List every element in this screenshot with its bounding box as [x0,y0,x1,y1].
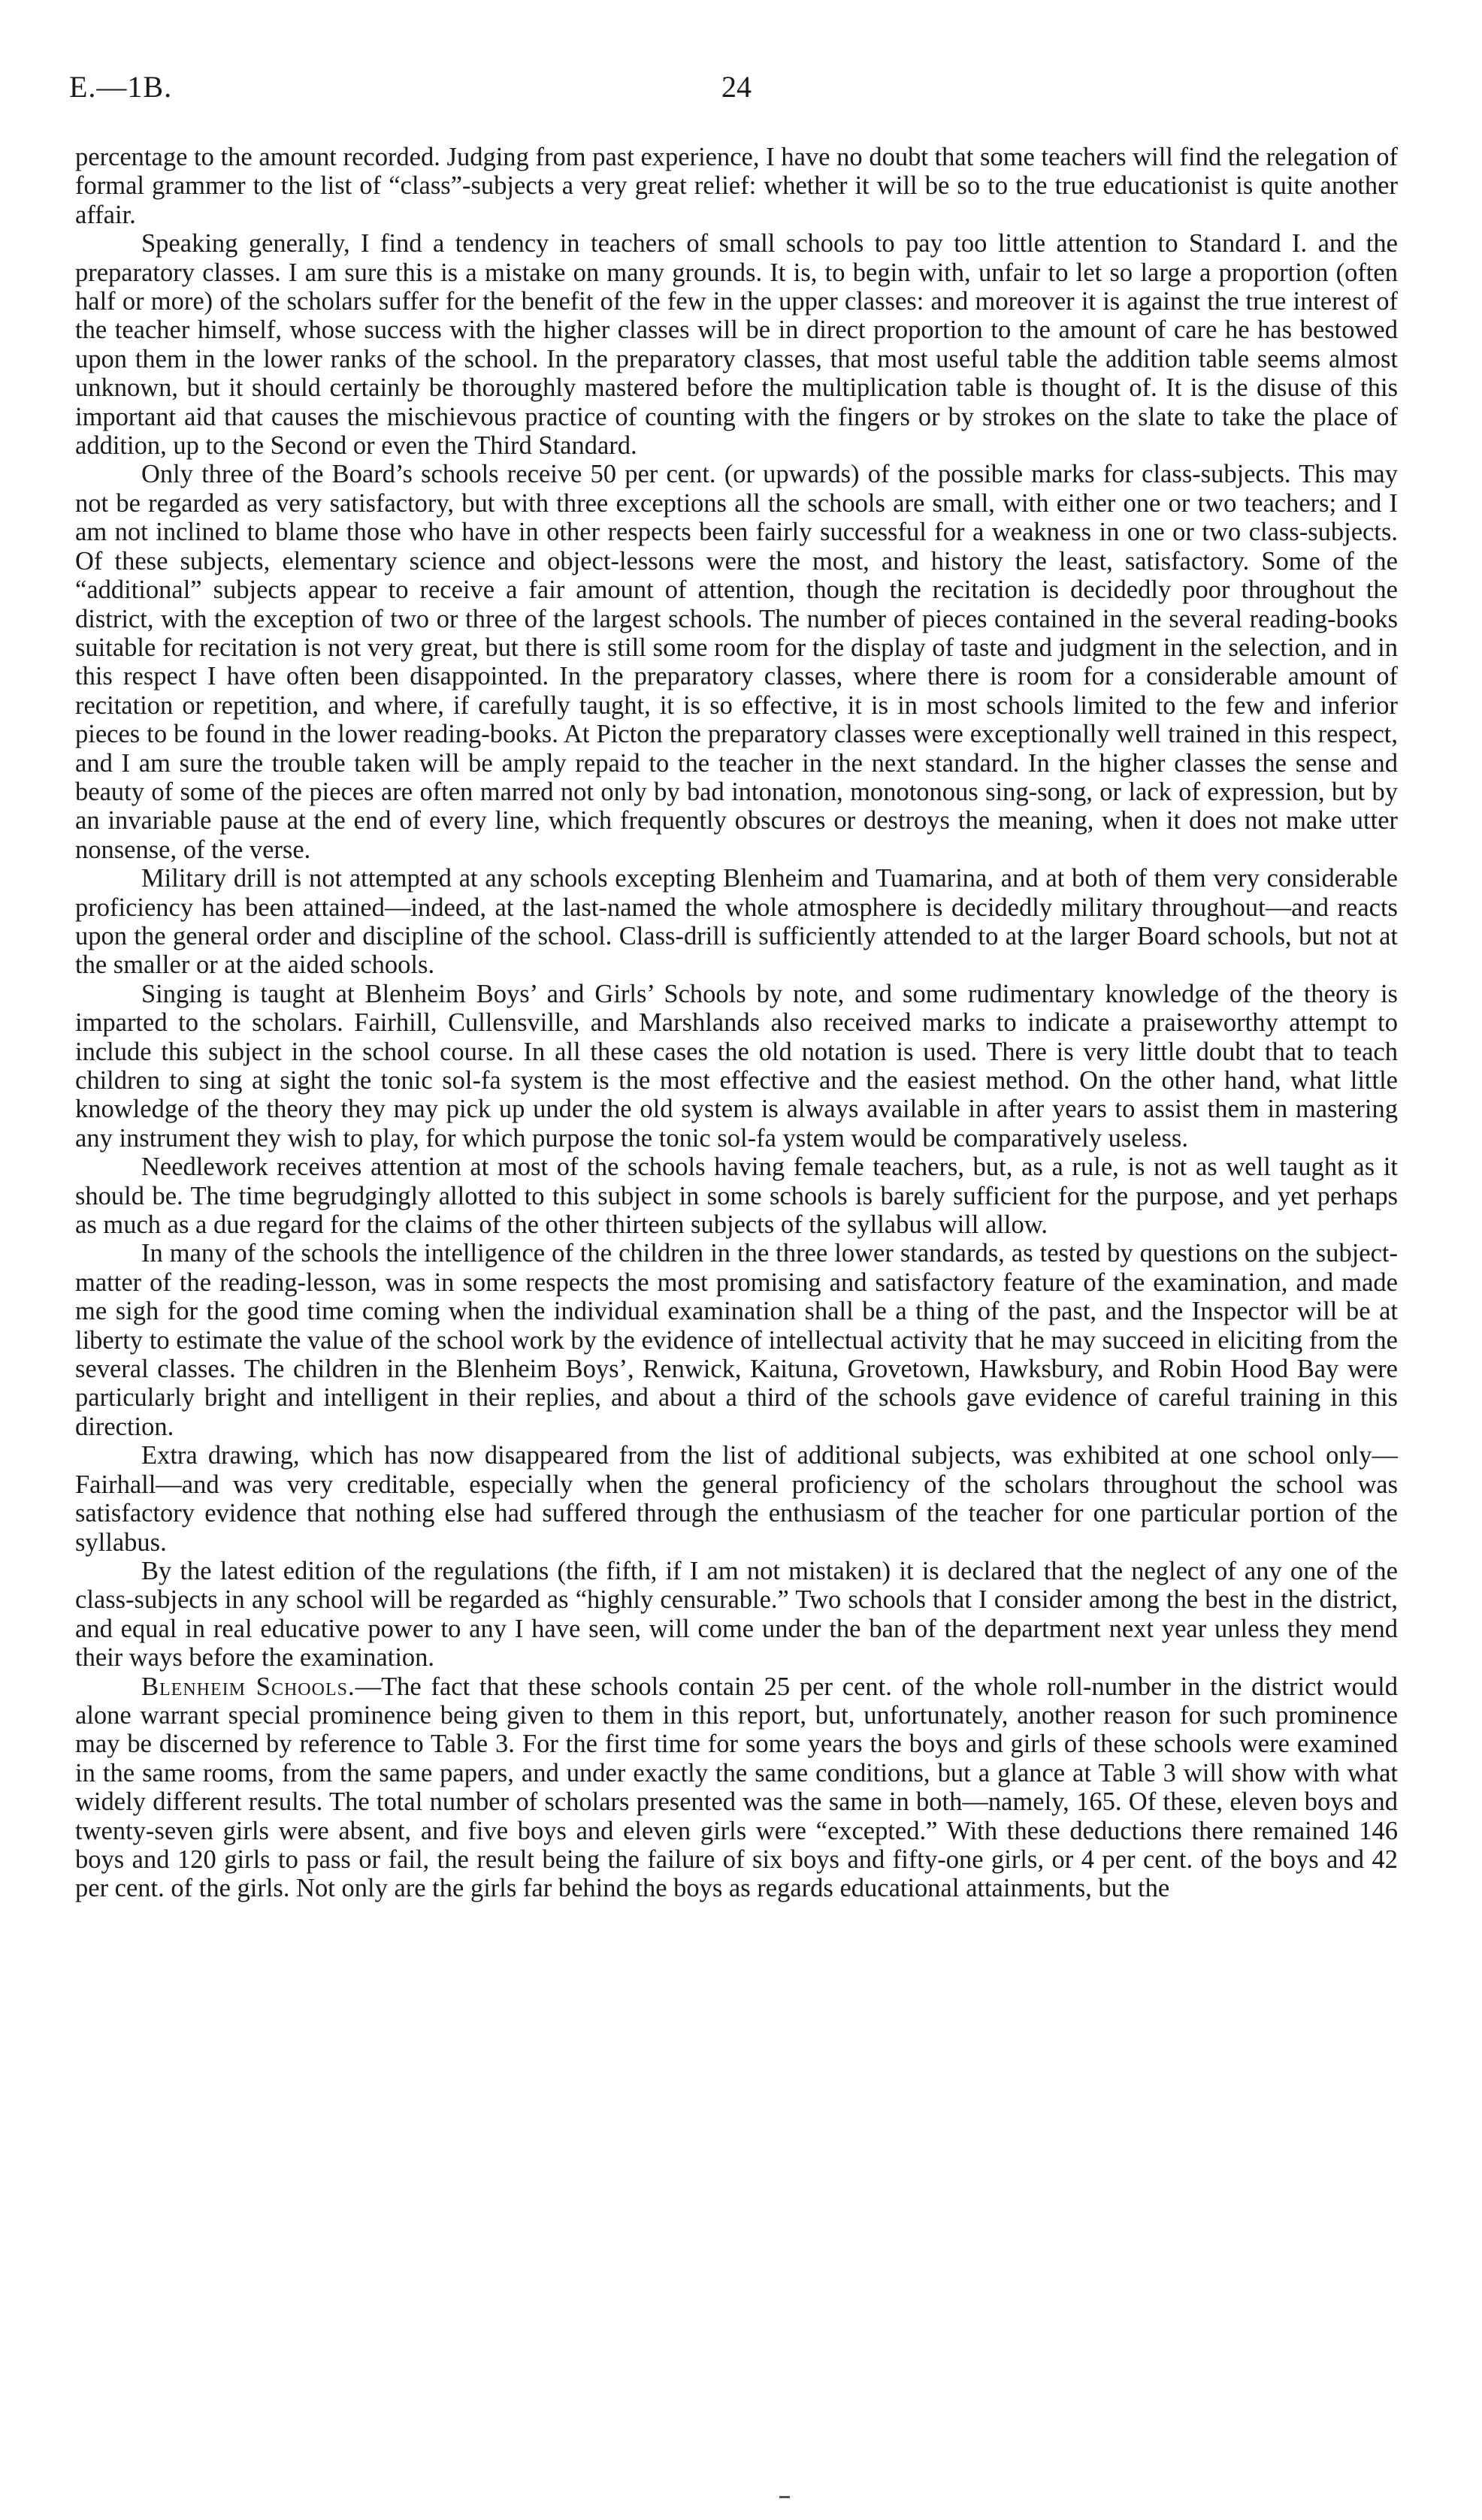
paragraph-class-subjects: Only three of the Board’s schools receive 50 per cent. (or upwards) of the possible marks for class-subjects. This may not be regarded as very satisfactory, but with three exceptions all the schools are small, with either one or two teachers; and I am not inclined to blame those who have in other respects been fairly successful for a weakness in one or two class-subjects. Of these subjects, elementary science and object-lessons were the most, and history the least, satisfactory. Some of the “additional” subjects appear to receive a fair amount of attention, though the recitation is decidedly poor throughout the district, with the exception of two or three of the largest schools. The number of pieces contained in the several reading-books suitable for recitation is not very great, but there is still some room for the display of taste and judgment in the selection, and in this respect I have often been disappointed. In the preparatory classes, where there is room for a considerable amount of recitation or repetition, and where, if carefully taught, it is so effective, it is in most schools limited to the few and inferior pieces to be found in the lower reading-books. At Picton the preparatory classes were exceptionally well trained in this respect, and I am sure the trouble taken will be amply repaid to the teacher in the next standard. In the higher classes the sense and beauty of some of the pieces are often marred not only by bad intonation, monotonous sing-song, or lack of expression, but by an invariable pause at the end of every line, which frequently obscures or destroys the meaning, when it does not make utter nonsense, of the verse. [75,460,1398,864]
document-reference: E.—1B. [69,70,173,104]
report-body [75,143,1398,1903]
paragraph-intelligence: In many of the schools the intelligence of the children in the three lower standards, as tested by questions on the subject-matter of the reading-lesson, was in some respects the most promising and satisfactory feature of the examination, and made me sigh for the good time coming when the individual examination shall be a thing of the past, and the Inspector will be at liberty to estimate the value of the school work by the evidence of intellectual activity that he may succeed in eliciting from the several classes. The children in the Blenheim Boys’, Renwick, Kaituna, Grovetown, Hawksbury, and Robin Hood Bay were particularly bright and intelligent in their replies, and about a third of the schools gave evidence of careful training in this direction. [75,1239,1398,1441]
paragraph-preparatory-classes: Speaking generally, I find a tendency in teachers of small schools to pay too little attention to Standard I. and the preparatory classes. I am sure this is a mistake on many grounds. It is, to begin with, unfair to let so large a proportion (often half or more) of the scholars suffer for the benefit of the few in the upper classes: and moreover it is against the true interest of the teacher himself, whose success with the higher classes will be in direct proportion to the amount of care he has bestowed upon them in the lower ranks of the school. In the preparatory classes, that most useful table the addition table seems almost unknown, but it should certainly be thoroughly mastered before the multiplication table is thought of. It is the disuse of this important aid that causes the mischievous practice of counting with the fingers or by strokes on the slate to take the place of addition, up to the Second or even the Third Standard. [75,229,1398,461]
page-header [0,69,1482,114]
paragraph-blenheim-schools [75,1672,1398,1903]
paragraph-blenheim-text: —The fact that these schools contain 25 per cent. of the whole roll-number in the district would alone warrant special prominence being given to them in this report, but, unfortunately, another reason for such prominence may be discerned by reference to Table 3. For the first time for some years the boys and girls of these schools were examined in the same rooms, from the same papers, and under exactly the same conditions, but a glance at Table 3 will show with what widely different results. The total number of scholars presented was the same in both—namely, 165. Of these, eleven boys and twenty-seven girls were absent, and five boys and eleven girls were “excepted.” With these deductions there remained 146 boys and 120 girls to pass or fail, the result being the failure of six boys and fifty-one girls, or 4 per cent. of the boys and 42 per cent. of the girls. Not only are the girls far behind the boys as regards educational attainments, but the [75,1672,1398,1903]
paragraph-grammar-continuation: percentage to the amount recorded. Judging from past experience, I have no doubt that some teachers will find the relegation of formal grammer to the list of “class”-subjects a very great relief: whether it will be so to the true educationist is quite another affair. [75,143,1398,229]
paragraph-needlework: Needlework receives attention at most of the schools having female teachers, but, as a rule, is not as well taught as it should be. The time begrudgingly allotted to this subject in some schools is barely sufficient for the purpose, and yet perhaps as much as a due regard for the claims of the other thirteen subjects of the syllabus will allow. [75,1153,1398,1240]
paragraph-extra-drawing: Extra drawing, which has now disappeared from the list of additional subjects, was exhibited at one school only—Fairhall—and was very creditable, especially when the general proficiency of the scholars throughout the school was satisfactory evidence that nothing else had suffered through the enthusiasm of the teacher for one particular portion of the syllabus. [75,1441,1398,1557]
paragraph-military-drill: Military drill is not attempted at any schools excepting Blenheim and Tuamarina, and at both of them very considerable proficiency has been attained—indeed, at the last-named the whole atmosphere is decidedly military throughout—and reacts upon the general order and discipline of the school. Class-drill is sufficiently attended to at the larger Board schools, but not at the smaller or at the aided schools. [75,864,1398,980]
paragraph-singing: Singing is taught at Blenheim Boys’ and Girls’ Schools by note, and some rudimentary knowledge of the theory is imparted to the scholars. Fairhill, Cullensville, and Marshlands also received marks to indicate a praiseworthy attempt to include this subject in the school course. In all these cases the old notation is used. There is very little doubt that to teach children to sing at sight the tonic sol-fa system is the most effective and the easiest method. On the other hand, what little knowledge of the theory they may pick up under the old system is always available in after years to assist them in mastering any instrument they wish to play, for which purpose the tonic sol-fa ystem would be comparatively useless. [75,979,1398,1153]
page-footer-mark [779,2496,790,2498]
section-heading-blenheim: Blenheim Schools. [141,1672,355,1701]
paragraph-regulations: By the latest edition of the regulations (the fifth, if I am not mistaken) it is declared that the neglect of any one of the class-subjects in any school will be regarded as “highly censurable.” Two schools that I consider among the best in the district, and equal in real educative power to any I have seen, will come under the ban of the department next year unless they mend their ways before the examination. [75,1556,1398,1672]
page-number: 24 [721,70,752,104]
